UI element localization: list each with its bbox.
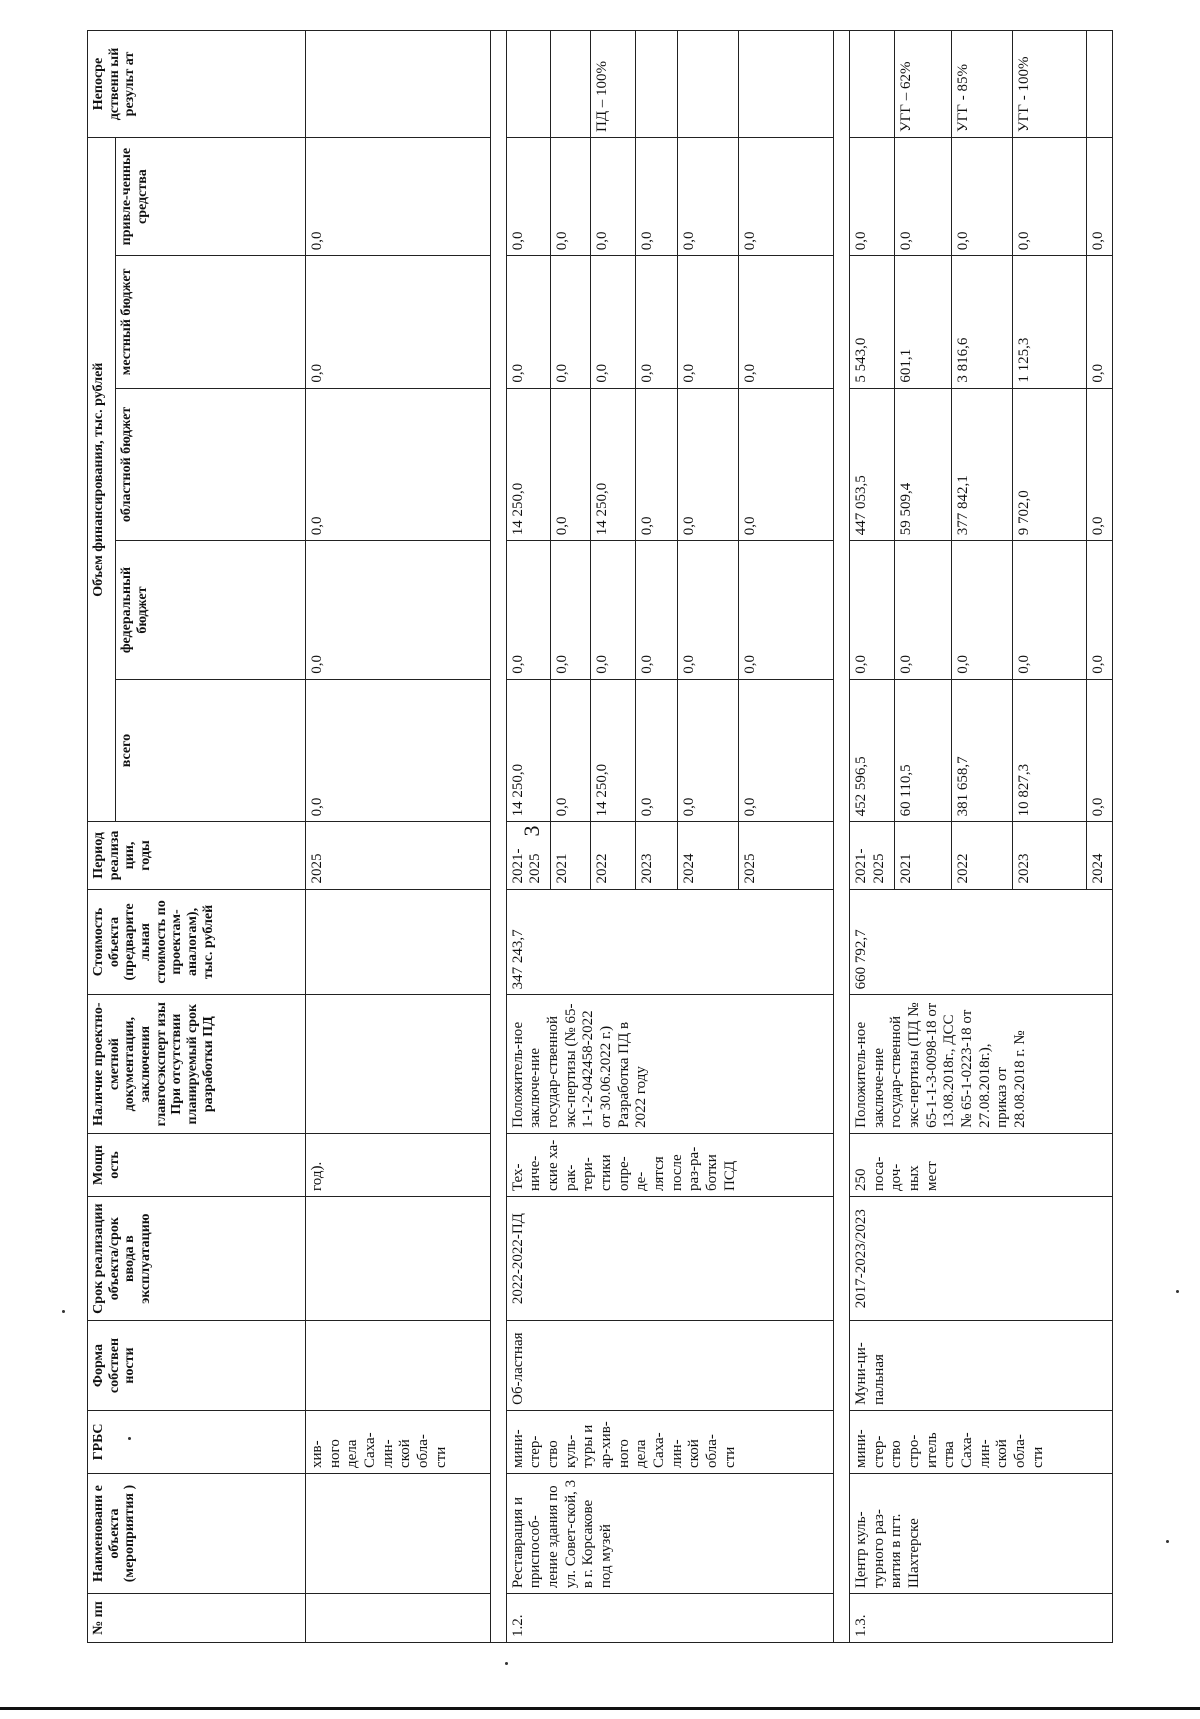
- cell-num: 1.3.: [849, 1594, 1112, 1643]
- cell-result: [739, 31, 834, 138]
- header-design-docs: Наличие проектно-сметной документации, заключения главгосэксперт изы При отсутствии планируемый срок разработки ПД: [88, 995, 306, 1133]
- cell-result: [306, 31, 491, 138]
- cell-federal: 0,0: [739, 541, 834, 679]
- scan-speck: [128, 1437, 131, 1440]
- scan-speck: [1166, 1540, 1169, 1543]
- cell-result: УГГ – 62%: [894, 31, 951, 138]
- cell-federal: 0,0: [677, 541, 738, 679]
- cell-local: 601,1: [894, 256, 951, 388]
- cell-result: [677, 31, 738, 138]
- cell-total: 60 110,5: [894, 679, 951, 822]
- cell-local: 0,0: [677, 256, 738, 388]
- cell-result: [635, 31, 677, 138]
- cell-capacity: Тех-ниче-ские ха-рак-тери-стики опре-де-лятся после раз-ра-ботки ПСД: [506, 1133, 834, 1196]
- cell-attracted: 0,0: [849, 138, 894, 256]
- scan-speck: [505, 1662, 508, 1665]
- cell-attracted: 0,0: [1012, 138, 1086, 256]
- cell-result: УГГ - 85%: [951, 31, 1012, 138]
- header-total: всего: [116, 679, 306, 822]
- cell-total: 14 250,0: [591, 679, 635, 822]
- cell-regional: 447 053,5: [849, 388, 894, 541]
- cell-local: 3 816,6: [951, 256, 1012, 388]
- cell-local: 5 543,0: [849, 256, 894, 388]
- header-regional: областной бюджет: [116, 388, 306, 541]
- cell-term: 2022-2022-ПД: [506, 1197, 834, 1321]
- cell-period: 2025: [739, 822, 834, 889]
- cell-design-docs: [306, 995, 491, 1133]
- cell-cost: 347 243,7: [506, 889, 834, 995]
- cell-cost: [306, 889, 491, 995]
- cell-term: 2017-2023/2023: [849, 1197, 1112, 1321]
- header-capacity: Мощн ость: [88, 1133, 306, 1196]
- cell-period: 2024: [677, 822, 738, 889]
- cell-num: 1.2.: [506, 1594, 834, 1643]
- cell-attracted: 0,0: [635, 138, 677, 256]
- cell-period: 2022: [951, 822, 1012, 889]
- table-row: [849, 31, 894, 1643]
- cell-local: 1 125,3: [1012, 256, 1086, 388]
- header-num: № пп: [88, 1594, 306, 1643]
- cell-period: 2021: [894, 822, 951, 889]
- cell-result: [551, 31, 591, 138]
- header-ownership: Форма собствен ности: [88, 1321, 306, 1411]
- cell-design-docs: Положитель-ное заключе-ние государ-ственной экс-пертизы (ПД № 65-1-1-3-0098-18 от 13.08.2018г., ДСС № 65-1-0223-18 от 27.08.2018г.), приказ от 28.08.2018 г. №: [849, 995, 1112, 1133]
- cell-regional: 14 250,0: [591, 388, 635, 541]
- cell-grbs: мини-стер-ство стро-итель ства Саха-лин-ской обла-сти: [849, 1410, 1112, 1473]
- scan-speck: [62, 1310, 65, 1313]
- table-row: [506, 31, 551, 1643]
- cell-federal: 0,0: [1012, 541, 1086, 679]
- cell-name: Центр куль-турного раз-вития в пгт. Шахтерске: [849, 1473, 1112, 1593]
- cell-total: 381 658,7: [951, 679, 1012, 822]
- cell-cost: 660 792,7: [849, 889, 1112, 995]
- cell-period: 2021: [551, 822, 591, 889]
- cell-federal: 0,0: [306, 541, 491, 679]
- cell-regional: 0,0: [551, 388, 591, 541]
- cell-attracted: 0,0: [551, 138, 591, 256]
- header-attracted: привле-ченные средства: [116, 138, 306, 256]
- cell-attracted: 0,0: [506, 138, 551, 256]
- cell-total: 14 250,0: [506, 679, 551, 822]
- cell-total: 10 827,3: [1012, 679, 1086, 822]
- cell-regional: 0,0: [306, 388, 491, 541]
- cell-local: 0,0: [506, 256, 551, 388]
- cell-federal: 0,0: [506, 541, 551, 679]
- cell-result: ПД – 100%: [591, 31, 635, 138]
- header-local: местный бюджет: [116, 256, 306, 388]
- cell-total: 452 596,5: [849, 679, 894, 822]
- cell-total: 0,0: [551, 679, 591, 822]
- investment-table-sheet: [87, 30, 1113, 1643]
- cell-federal: 0,0: [1086, 541, 1112, 679]
- cell-period: 2024: [1086, 822, 1112, 889]
- cell-regional: 377 842,1: [951, 388, 1012, 541]
- cell-total: 0,0: [677, 679, 738, 822]
- cell-period: 2025: [306, 822, 491, 889]
- cell-attracted: 0,0: [677, 138, 738, 256]
- cell-federal: 0,0: [849, 541, 894, 679]
- cell-period: 2021-2025: [506, 822, 551, 889]
- cell-federal: 0,0: [591, 541, 635, 679]
- header-financing-group: Объем финансирования, тыс. рублей: [88, 138, 116, 822]
- cell-local: 0,0: [551, 256, 591, 388]
- cell-attracted: 0,0: [894, 138, 951, 256]
- cell-regional: 9 702,0: [1012, 388, 1086, 541]
- cell-total: 0,0: [739, 679, 834, 822]
- cell-regional: 0,0: [677, 388, 738, 541]
- table-row: [306, 31, 491, 1643]
- cell-grbs: хив-ного дела Саха-лин-ской обла-сти: [306, 1410, 491, 1473]
- cell-ownership: Об-ластная: [506, 1321, 834, 1411]
- cell-federal: 0,0: [635, 541, 677, 679]
- cell-attracted: 0,0: [951, 138, 1012, 256]
- header-grbs: ГРБС: [88, 1410, 306, 1473]
- scan-bottom-rule: [0, 1707, 1200, 1710]
- cell-regional: 59 509,4: [894, 388, 951, 541]
- cell-federal: 0,0: [551, 541, 591, 679]
- cell-attracted: 0,0: [739, 138, 834, 256]
- table-spacer: [834, 31, 850, 1643]
- cell-ownership: Муни-ци-пальная: [849, 1321, 1112, 1411]
- cell-federal: 0,0: [951, 541, 1012, 679]
- cell-grbs: мини-стер-ство куль-туры и ар-хив-ного дела Саха-лин-ской обла-сти: [506, 1410, 834, 1473]
- header-name: Наименовани е объекта (мероприятия ): [88, 1473, 306, 1593]
- header-federal: федеральный бюджет: [116, 541, 306, 679]
- investment-table: [87, 30, 1113, 1643]
- cell-local: 0,0: [306, 256, 491, 388]
- cell-result: [1086, 31, 1112, 138]
- cell-local: 0,0: [591, 256, 635, 388]
- cell-ownership: [306, 1321, 491, 1411]
- cell-total: 0,0: [306, 679, 491, 822]
- cell-regional: 14 250,0: [506, 388, 551, 541]
- header-term: Срок реализации объекта/срок ввода в эксплуатацию: [88, 1197, 306, 1321]
- scan-speck: [1176, 1290, 1179, 1293]
- header-cost: Стоимость объекта (предварите льная стоимость по проектам-аналогам), тыс. рублей: [88, 889, 306, 995]
- cell-attracted: 0,0: [306, 138, 491, 256]
- cell-total: 0,0: [635, 679, 677, 822]
- cell-capacity: год).: [306, 1133, 491, 1196]
- cell-result: [849, 31, 894, 138]
- cell-attracted: 0,0: [591, 138, 635, 256]
- cell-total: 0,0: [1086, 679, 1112, 822]
- cell-attracted: 0,0: [1086, 138, 1112, 256]
- cell-period: 2023: [635, 822, 677, 889]
- cell-local: 0,0: [635, 256, 677, 388]
- cell-regional: 0,0: [635, 388, 677, 541]
- cell-regional: 0,0: [1086, 388, 1112, 541]
- cell-term: [306, 1197, 491, 1321]
- header-result: Непосре дственн ый результ ат: [88, 31, 306, 138]
- header-period: Период реализа ции, годы: [88, 822, 306, 889]
- table-spacer: [490, 31, 506, 1643]
- cell-name: [306, 1473, 491, 1593]
- cell-capacity: 250 поса-доч-ных мест: [849, 1133, 1112, 1196]
- cell-regional: 0,0: [739, 388, 834, 541]
- page-number: 3: [519, 825, 544, 837]
- cell-local: 0,0: [739, 256, 834, 388]
- cell-design-docs: Положитель-ное заключе-ние государ-ственной экс-пертизы (№ 65-1-1-2-042458-2022 от 30.06.2022 г.) Разработка ПД в 2022 году: [506, 995, 834, 1133]
- cell-local: 0,0: [1086, 256, 1112, 388]
- cell-period: 2021-2025: [849, 822, 894, 889]
- cell-num: [306, 1594, 491, 1643]
- cell-result: УГГ - 100%: [1012, 31, 1086, 138]
- cell-result: [506, 31, 551, 138]
- cell-period: 2023: [1012, 822, 1086, 889]
- cell-period: 2022: [591, 822, 635, 889]
- cell-name: Реставрация и приспособ-ление здания по ул. Совет-ской, 3 в г. Корсакове под музей: [506, 1473, 834, 1593]
- cell-federal: 0,0: [894, 541, 951, 679]
